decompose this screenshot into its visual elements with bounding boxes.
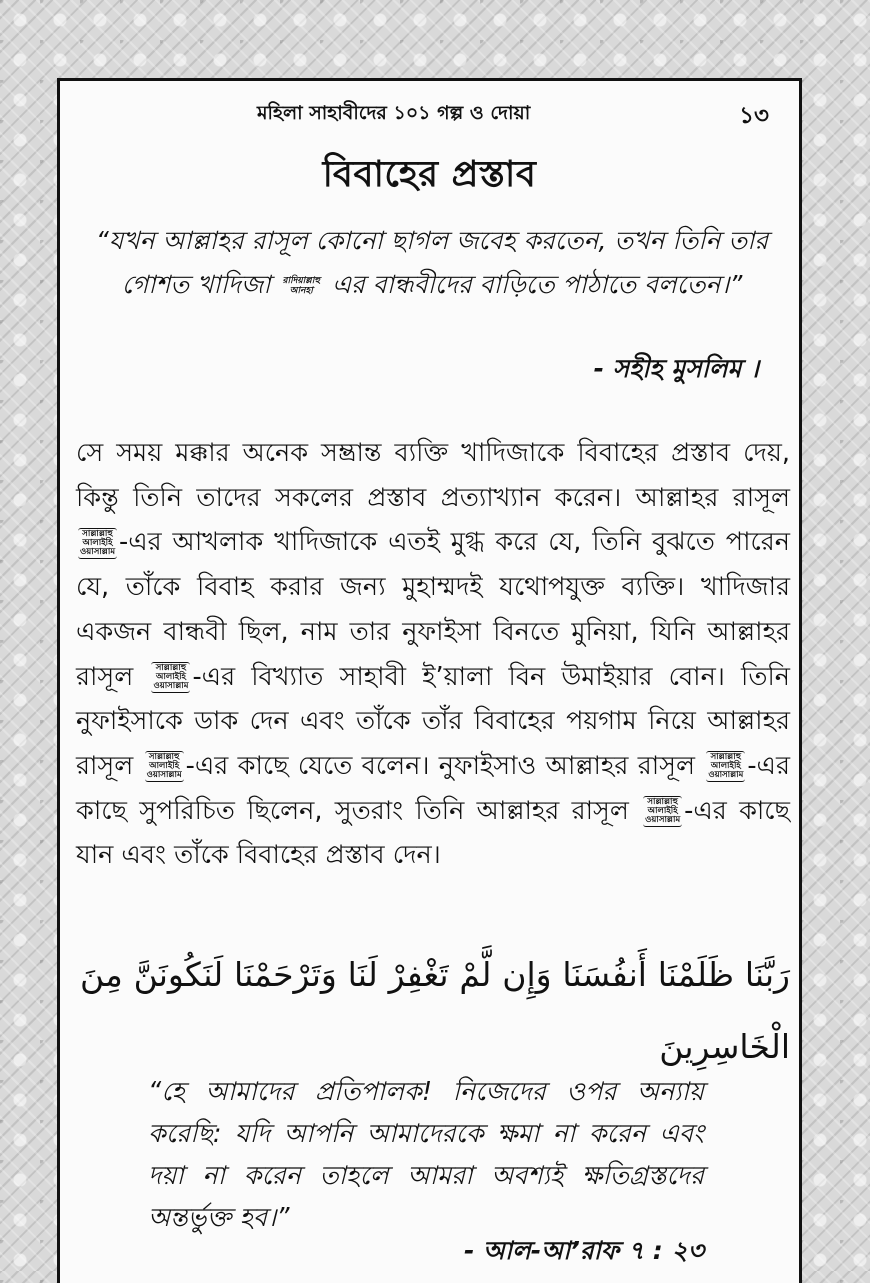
salawat-mark: সাল্লাল্লাহু আলাইহি ওয়াসাল্লাম — [708, 752, 744, 781]
book-page — [57, 78, 802, 1283]
dua-translation: “হে আমাদের প্রতিপালক! নিজেদের ওপর অন্যায় করেছি: যদি আপনি আমাদেরকে ক্ষমা না করেন এবং দয়া না করেন তাহলে আমরা অবশ্যই ক্ষতিগ্রস্তদের অন্তর্ভুক্ত হব।” — [148, 1077, 704, 1233]
page-number: ১৩ — [739, 103, 769, 129]
chapter-title: বিবাহের প্রস্তাব — [322, 154, 537, 195]
story-text-3: -এর বিখ্যাত সাহাবী ই’য়ালা বিন উমাইয়ার বোন। তিনি নুফাইসাকে ডাক দেন এবং তাঁকে তাঁর বিবাহের পয়গাম নিয়ে আল্লাহর রাসূল — [76, 661, 791, 781]
salawat-mark: সাল্লাল্লাহু আলাইহি ওয়াসাল্লাম — [153, 663, 189, 692]
story-text-1: সে সময় মক্কার অনেক সম্ভ্রান্ত ব্যক্তি খাদিজাকে বিবাহের প্রস্তাব দেয়, কিন্তু তিনি তাদের সকলের প্রস্তাব প্রত্যাখ্যান করেন। আল্লাহর রাসূল — [76, 438, 790, 513]
salawat-mark: সাল্লাল্লাহু আলাইহি ওয়াসাল্লাম — [80, 528, 116, 557]
radiallahu-anha-mark — [283, 276, 321, 296]
hadith-quote — [76, 219, 788, 307]
radi-mark-line-2: আনহা — [289, 286, 313, 296]
salawat-mark: সাল্লাল্লাহু আলাইহি ওয়াসাল্লাম — [645, 797, 681, 826]
story-text-5: -এর কাছে সুপরিচিত ছিলেন, সুতরাং তিনি আল্লাহর রাসূল — [76, 750, 790, 826]
radi-mark-line-1: রাদিয়াল্লাহু — [282, 276, 321, 286]
story-text-4: -এর কাছে যেতে বলেন। নুফাইসাও আল্লাহর রাসূল — [185, 750, 695, 781]
hadith-quote-text-1: “যখন আল্লাহর রাসূল কোনো ছাগল জবেহ করতেন, তখন তিনি তার গোশত খাদিজা — [95, 226, 769, 299]
running-header — [60, 99, 799, 129]
hadith-source: - সহীহ মুসলিম । — [593, 354, 759, 383]
book-title: মহিলা সাহাবীদের ১০১ গল্প ও দোয়া — [257, 102, 531, 124]
dua-source: - আল-আ’রাফ ৭ : ২৩ — [463, 1236, 704, 1265]
arabic-verse: رَبَّنَا ظَلَمْنَا أَنفُسَنَا وَإِن لَّمْ تَغْفِرْ لَنَا وَتَرْحَمْنَا لَنَكُونَنَّ مِنَ الْخَاسِرِينَ — [80, 955, 790, 1066]
story-text-2: -এর আখলাক খাদিজাকে এতই মুগ্ধ করে যে, তিনি বুঝতে পারেন যে, তাঁকে বিবাহ করার জন্য মুহাম্মদই যথোপযুক্ত ব্যক্তি। খাদিজার একজন বান্ধবী ছিল, নাম তার নুফাইসা বিনতে মুনিয়া, যিনি আল্লাহর রাসূল — [76, 527, 790, 692]
salawat-mark: সাল্লাল্লাহু আলাইহি ওয়াসাল্লাম — [146, 752, 182, 781]
story-paragraph — [76, 431, 790, 878]
hadith-quote-text-2: এর বান্ধবীদের বাড়িতে পাঠাতে বলতেন।” — [332, 270, 743, 299]
story-text-6: -এর কাছে যান এবং তাঁকে বিবাহের প্রস্তাব দেন। — [76, 795, 791, 871]
